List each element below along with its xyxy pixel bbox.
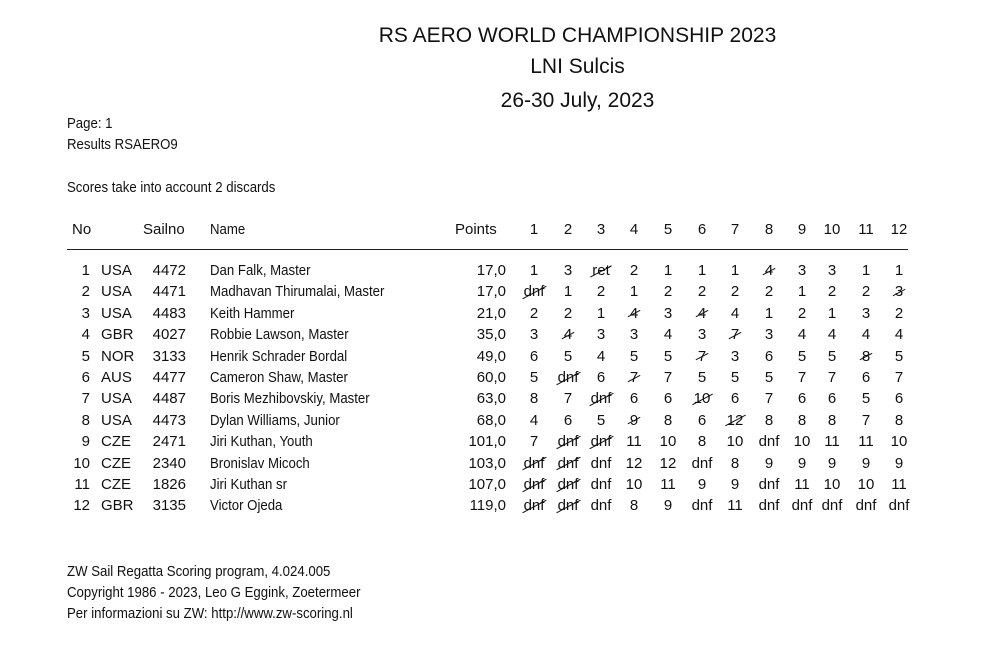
sail-number: 4472 [152,262,186,279]
race-score-value: 4 [861,326,871,344]
discarded-score: dnf [590,390,612,408]
race-score-value: 2 [697,283,707,301]
race-score-value: 2 [764,283,774,301]
race-score-12 [879,369,919,386]
race-score-value: 12 [625,454,643,472]
race-score-value: 8 [697,433,707,451]
header-divider [67,249,908,250]
discarded-score: 7 [629,369,639,386]
sail-number: 4483 [152,304,186,322]
discarded-score: 4 [629,304,639,322]
table-row [0,497,1000,517]
race-score-value: 6 [827,390,837,408]
total-points: 60,0 [476,369,506,386]
sailor-name: Madhavan Thirumalai, Master [210,283,385,301]
rank: 3 [81,304,90,322]
race-score-value: 3 [563,262,573,279]
header-race-8: 8 [764,221,774,238]
race-score-value: 5 [529,369,539,386]
race-score-value: 3 [529,326,539,344]
race-score-value: dnf [691,497,713,515]
discarded-score: 3 [894,283,904,301]
sail-number: 2471 [152,433,186,451]
race-score-value: 3 [827,262,837,279]
race-score-value: 10 [857,476,875,493]
sail-number: 3133 [152,347,186,365]
event-dates: 26-30 July, 2023 [500,89,655,112]
race-score-value: 7 [894,369,904,386]
race-score-12 [879,433,919,450]
race-score-value: 9 [894,454,904,472]
footer-copyright: Copyright 1986 - 2023, Leo G Eggink, Zoetermeer [67,584,361,601]
table-row [0,433,1000,453]
race-score-value: 7 [529,433,539,451]
nation: GBR [101,497,134,515]
race-score-value: 2 [730,283,740,301]
rank: 9 [81,433,90,451]
header-name: Name [210,221,246,238]
race-score-value: 10 [625,476,643,493]
race-score-value: dnf [791,497,813,515]
nation: CZE [101,476,131,493]
race-score-value: 5 [894,347,904,365]
race-score-value: 1 [861,262,871,279]
total-points: 63,0 [476,390,506,408]
table-row [0,476,1000,496]
discarded-score: 12 [726,411,744,429]
race-score-value: 2 [894,304,904,322]
discarded-score: 4 [563,326,573,344]
race-score-value: 9 [764,454,774,472]
race-score-value: 3 [730,347,740,365]
discarded-score: 7 [697,347,707,365]
race-score-value: 8 [797,411,807,429]
nation: USA [101,390,132,408]
total-points: 119,0 [469,497,506,515]
race-score-value: 8 [827,411,837,429]
sailor-name: Robbie Lawson, Master [210,326,349,344]
race-score-value: 3 [596,326,606,344]
discarded-score: dnf [557,454,579,472]
race-score-value: 2 [797,304,807,322]
race-score-value: 5 [730,369,740,386]
table-row [0,455,1000,475]
race-score-value: 10 [793,433,811,451]
discarded-score: 8 [861,347,871,365]
race-score-value: 3 [663,304,673,322]
discarded-score: 4 [697,304,707,322]
nation: USA [101,411,132,429]
header-points: Points [455,221,497,238]
nation: USA [101,304,132,322]
discarded-score: 10 [693,390,711,408]
race-score-value: 9 [861,454,871,472]
rank: 6 [81,369,90,386]
race-score-value: 11 [660,476,676,493]
table-row [0,390,1000,410]
sailor-name: Boris Mezhibovskiy, Master [210,390,370,408]
page-number: Page: 1 [67,115,113,132]
race-score-value: dnf [691,454,713,472]
total-points: 103,0 [468,454,506,472]
race-score-value: 5 [596,411,606,429]
sail-number: 3135 [152,497,186,515]
table-row [0,348,1000,368]
total-points: 68,0 [476,411,506,429]
rank: 11 [74,476,90,493]
table-row [0,283,1000,303]
race-score-value: 4 [894,326,904,344]
header-race-7: 7 [730,221,740,238]
race-score-value: dnf [590,454,612,472]
race-score-value: 5 [663,347,673,365]
race-score-value: 6 [629,390,639,408]
sailor-name: Henrik Schrader Bordal [210,347,348,365]
race-score-12 [879,476,919,493]
race-score-12 [879,390,919,407]
race-score-value: 1 [764,304,774,322]
header-sailno: Sailno [143,221,185,238]
race-score-value: 2 [629,262,639,279]
discarded-score: dnf [523,283,545,301]
race-score-value: 4 [596,347,606,365]
discarded-score: 4 [764,262,774,279]
results-id: Results RSAERO9 [67,136,178,153]
table-row [0,305,1000,325]
rank: 8 [81,411,90,429]
race-score-value: 10 [823,476,841,493]
race-score-value: 4 [663,326,673,344]
rank: 5 [81,347,90,365]
rank: 2 [81,283,90,301]
race-score-value: 4 [797,326,807,344]
race-score-value: dnf [590,497,612,515]
discarded-score: dnf [523,476,545,493]
race-score-value: 6 [797,390,807,408]
total-points: 35,0 [476,326,506,344]
total-points: 101,0 [468,433,506,451]
sail-number: 2340 [152,454,186,472]
header-no: No [72,221,92,238]
race-score-value: 5 [797,347,807,365]
race-score-value: 2 [861,283,871,301]
discarded-score: dnf [590,433,612,451]
race-score-12 [879,412,919,429]
discarded-score: dnf [523,497,545,515]
race-score-value: dnf [758,433,780,451]
race-score-value: 7 [797,369,807,386]
event-title: RS AERO WORLD CHAMPIONSHIP 2023 [378,24,777,47]
total-points: 17,0 [476,262,506,279]
sail-number: 1826 [152,476,186,493]
race-score-value: 9 [797,454,807,472]
race-score-value: 9 [697,476,707,493]
race-score-value: 7 [861,411,871,429]
race-score-value: 7 [764,390,774,408]
race-score-value: 7 [663,369,673,386]
race-score-12 [879,455,919,472]
race-score-12 [879,305,919,322]
race-score-value: 6 [730,390,740,408]
race-score-value: 3 [764,326,774,344]
header-race-5: 5 [663,221,673,238]
discarded-score: ret [592,262,610,279]
race-score-value: 4 [827,326,837,344]
race-score-value: 1 [730,262,740,279]
header-race-9: 9 [797,221,807,238]
race-score-value: 11 [824,433,840,451]
race-score-value: 5 [764,369,774,386]
race-score-value: 1 [894,262,904,279]
sailor-name: Jiri Kuthan sr [210,476,288,493]
header-race-1: 1 [529,221,539,238]
total-points: 21,0 [476,304,506,322]
race-score-value: 8 [894,411,904,429]
nation: AUS [101,369,132,386]
race-score-value: 11 [626,433,642,451]
race-score-value: 5 [697,369,707,386]
header-race-11: 11 [858,221,874,238]
rank: 4 [81,326,90,344]
total-points: 49,0 [476,347,506,365]
header-race-6: 6 [697,221,707,238]
race-score-value: 6 [596,369,606,386]
race-score-value: 7 [827,369,837,386]
race-score-value: dnf [758,497,780,515]
table-row [0,326,1000,346]
race-score-value: 8 [629,497,639,515]
sail-number: 4487 [152,390,186,408]
nation: USA [101,262,132,279]
race-score-value: 4 [730,304,740,322]
race-score-value: dnf [821,497,843,515]
table-row [0,262,1000,282]
table-row [0,412,1000,432]
race-score-value: 3 [629,326,639,344]
race-score-value: 2 [563,304,573,322]
race-score-value: 11 [727,497,743,515]
discarded-score: 9 [629,411,639,429]
race-score-value: 5 [563,347,573,365]
race-score-value: 8 [764,411,774,429]
header-race-2: 2 [563,221,573,238]
race-score-value: 8 [529,390,539,408]
race-score-value: 5 [861,390,871,408]
race-score-12 [879,283,919,300]
nation: NOR [101,347,135,365]
race-score-value: 6 [764,347,774,365]
race-score-value: 6 [563,411,573,429]
footer-program: ZW Sail Regatta Scoring program, 4.024.005 [67,563,331,580]
discarded-score: dnf [557,497,579,515]
discarded-score: dnf [557,476,579,493]
header-race-4: 4 [629,221,639,238]
race-score-value: 9 [730,476,740,493]
nation: CZE [101,454,131,472]
race-score-value: 1 [529,262,539,279]
sail-number: 4027 [152,326,186,344]
race-score-value: 2 [827,283,837,301]
race-score-value: 5 [827,347,837,365]
race-score-value: 3 [697,326,707,344]
rank: 12 [73,497,90,515]
discarded-score: 7 [730,326,740,344]
event-venue: LNI Sulcis [530,55,625,78]
race-score-value: 10 [890,433,908,451]
race-score-value: 6 [697,411,707,429]
sail-number: 4477 [152,369,186,386]
race-score-value: 12 [659,454,677,472]
race-score-value: 2 [663,283,673,301]
rank: 10 [73,454,90,472]
race-score-value: 11 [891,476,907,493]
rank: 1 [81,262,90,279]
sailor-name: Jiri Kuthan, Youth [210,433,313,451]
sailor-name: Victor Ojeda [210,497,283,515]
race-score-value: 1 [797,283,807,301]
sailor-name: Dylan Williams, Junior [210,411,340,429]
sail-number: 4471 [152,283,186,301]
sailor-name: Keith Hammer [210,304,295,322]
rank: 7 [81,390,90,408]
race-score-value: 1 [697,262,707,279]
race-score-12 [879,262,919,279]
header-race-10: 10 [823,221,841,238]
race-score-value: 6 [861,369,871,386]
header-race-3: 3 [596,221,606,238]
discarded-score: dnf [523,454,545,472]
nation: CZE [101,433,131,451]
race-score-value: 1 [596,304,606,322]
race-score-value: 10 [659,433,677,451]
race-score-value: 6 [663,390,673,408]
discarded-score: dnf [557,433,579,451]
race-score-value: 8 [730,454,740,472]
race-score-12 [879,326,919,343]
race-score-value: 7 [563,390,573,408]
table-row [0,369,1000,389]
race-score-value: dnf [758,476,780,493]
race-score-value: dnf [855,497,877,515]
race-score-value: 6 [529,347,539,365]
total-points: 107,0 [468,476,506,493]
race-score-value: 1 [629,283,639,301]
race-score-value: 9 [663,497,673,515]
race-score-value: 4 [529,411,539,429]
race-score-value: 3 [797,262,807,279]
sailor-name: Cameron Shaw, Master [210,369,348,386]
sailor-name: Dan Falk, Master [210,262,311,279]
race-score-value: 9 [827,454,837,472]
race-score-value: 5 [629,347,639,365]
header-race-12: 12 [890,221,908,238]
sail-number: 4473 [152,411,186,429]
race-score-value: 1 [663,262,673,279]
total-points: 17,0 [476,283,506,301]
nation: USA [101,283,132,301]
race-score-value: 1 [827,304,837,322]
race-score-value: 1 [563,283,573,301]
race-score-12 [879,348,919,365]
race-score-value: 2 [529,304,539,322]
race-score-value: 11 [858,433,874,451]
nation: GBR [101,326,134,344]
footer-info: Per informazioni su ZW: http://www.zw-scoring.nl [67,605,353,622]
discards-note: Scores take into account 2 discards [67,179,276,196]
race-score-value: 6 [894,390,904,408]
sailor-name: Bronislav Micoch [210,454,310,472]
race-score-value: 3 [861,304,871,322]
race-score-value: dnf [590,476,612,493]
race-score-value: 10 [726,433,744,451]
race-score-12 [879,497,919,514]
race-score-value: dnf [888,497,910,515]
discarded-score: dnf [557,369,579,386]
race-score-value: 11 [794,476,810,493]
table-header [0,221,1000,241]
race-score-value: 8 [663,411,673,429]
race-score-value: 2 [596,283,606,301]
